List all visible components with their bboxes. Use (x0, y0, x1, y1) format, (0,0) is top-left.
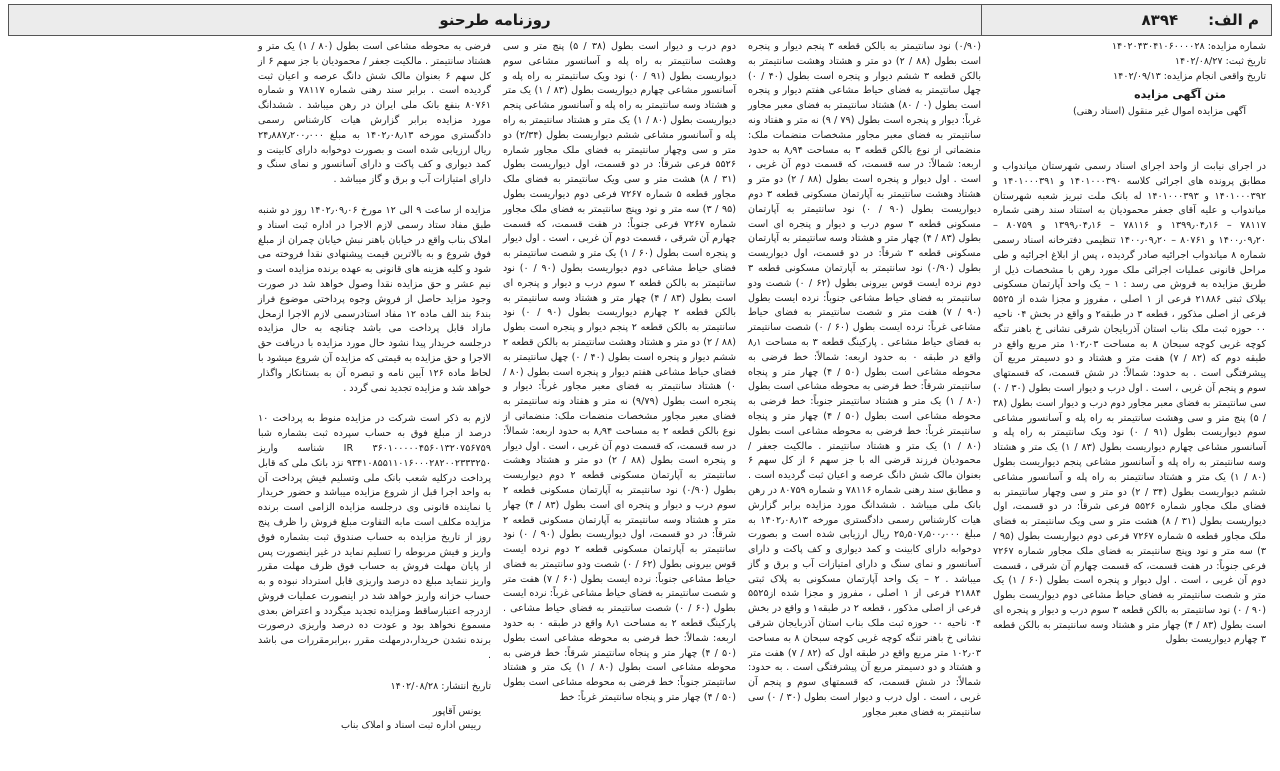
signatory-name: یونس آقاپور (432, 705, 481, 717)
notice-title: متن آگهی مزایده (1134, 88, 1226, 102)
registration-date: تاریخ ثبت: ۱۴۰۲/۰۸/۲۷ (1174, 55, 1266, 67)
column-4 (252, 40, 497, 762)
auction-terms-paragraph: مزایده از ساعت ۹ الی ۱۲ مورخ ۱۴۰۲٫۰۹٫۰۶ روز دو شنبه طبق مفاد ستاد رسمی لازم الاجرا در اداره ثبت اسناد و املاک بناب واقع در خیابان باهنر نبش خیابان چمران از مبلغ فوق شروع و به بالاترین قیمت پیشنهادی نقدا فروخته می شود و کلیه هزینه های قانونی به عهده برنده مزایده است و نیم عشر و حق مزایده نقدا وصول خواهد شد در صورت وجود مزاید حاصل از فروش وجوه پرداختی موضوع فراز بند۶ بند الف ماده ۱۲ مفاد استادرسمی لازم الاجرا ازمحل مازاد قابل پرداخت می باشد چنانچه به حال مزایده درجلسه خریدار پیدا نشود حال مورد مزایده با دریافت حق الاجرا و حق مزایده به قیمتی که مزایده آن شروع میشود با لحاظ ماده ۱۲۶ آیین نامه و تبصره آن به بستانکار واگذار خواهد شد و مزایده تجدید نمی گردد . (258, 204, 491, 394)
column-1 (987, 40, 1272, 762)
notice-subtitle: آگهی مزایده اموال غیر منقول (اسناد رهنی) (1072, 106, 1246, 118)
deposit-terms-paragraph: لازم به ذکر است شرکت در مزایده منوط به پرداخت ۱۰ درصد از مبلغ فوق به حساب سپرده ثبت بشماره شبا ۳۶۰۱۰۰۰۰۰۴۵۶۰۱۳۲۰۷۵۶۷۵۹ IR شناسه واریز ۹۳۴۱۰۸۵۵۱۱۰۱۶۰۰۰۲۸۲۰۰۲۳۳۳۲۵۰ نزد بانک ملی که قابل پرداخت درکلیه شعب بانک ملی وتسلیم فیش پرداخت آن به واحد اجرا قبل از شروع مزایده میباشد و حضور خریدار یا نماینده قانونی وی درجلسه مزایده الزامی است برنده مزایده مکلف است مابه التفاوت مبلغ فروش را ظرف پنج روز از تاریخ مزایده به حساب صندوق ثبت بشماره فوق واریز و فیش مربوطه را تسلیم نماید در غیر اینصورت پس از پایان مهلت فروش به حساب فوق ظرف مهلت مقرر واریز ننماید مبلغ ده درصد واریزی قابل استرداد نبوده و به حساب خزانه واریز خواهد شد در اینصورت عملیات فروش ازدرجه اعتبارساقط ومزایده تجدید میگردد و اعتراض بعدی مسموع نخواهد بود و عودت ده درصد واریزی درصورت برنده نشدن خریدار،درمهلت مقرر ،برابرمقررات می باشد . (258, 413, 491, 662)
paragraph-gap (258, 396, 491, 412)
auction-meta (993, 40, 1266, 120)
signature-block (258, 705, 491, 735)
notice-code (981, 5, 1271, 35)
paragraph-gap (258, 664, 491, 680)
auction-number: شماره مزایده: ۱۴۰۲۰۴۳۰۴۱۰۶۰۰۰۰۲۸ (1111, 41, 1266, 52)
body-paragraph-3: دوم درب و دیوار است بطول (۳۸ / ۵) پنج متر و سی وهشت سانتیمتر به راه پله و آسانسور مشاعی سوم دیواریست بطول (۹۱ / ۰) نود ویک سانتیمتر به راه پله و آسانسور مشاعی چهارم دیواریست بطول (۸۳ / ۱) یک متر و هشتاد وسه سانتیمتر به راه پله و آسانسور مشاعی پنجم دیواریست بطول (۸۰ / ۱) یک متر و هشتاد سانتیمتر به راه پله و آسانسور مشاعی ششم دیواریست بطول (۲/۳۴) دو متر و سی وچهار سانتیمتر به فضای ملک مجاور شماره ۵۵۲۶ فرعی شرقاً: در دو قسمت، اول دیواریست بطول (۳۱ / ۸) هشت متر و سی ویک سانتیمتر به فضای ملک مجاور قطعه ۵ شماره ۷۲۶۷ فرعی دوم دیواریست بطول (۹۵ / ۳) سه متر و نود وپنج سانتیمتر به فضای ملک مجاور شماره ۷۲۶۷ فرعی جنوباً: در هفت قسمت، که قسمت چهارم آن شرقی ، قسمت دوم آن غربی ، است . اول دیوار و پنجره است بطول (۶۰ / ۱) یک متر و شصت سانتیمتر به فضای حیاط مشاعی دوم دیواریست بطول (۹۰ / ۰) نود سانتیمتر به بالکن قطعه ۲ سوم درب و دیوار و پنجره ای است بطول (۸۳ / ۴) چهار متر و هشتاد وسه سانتیمتر به بالکن قطعه ۲ چهارم دیواریست بطول (۹۰ / ۰) نود سانتیمتر به بالکن قطعه ۲ پنجم دیوار و پنجره است بطول (۸۸ / ۲) دو متر و هشتاد وهشت سانتیمتر به بالکن قطعه ۲ ششم دیوار و پنجره است بطول (۴۰ / ۰) چهل سانتیمتر به فضای حیاط مشاعی هفتم دیوار و پنجره است بطول (۸۰ / ۰) هشتاد سانتیمتر به فضای معبر مجاور غرباً: دیوار و پنجره است بطول (۹/۷۹) نه متر و هفتاد ونه سانتیمتر به فضای معبر مجاور مشخصات منضمات ملک: منضماتی از نوع بالکن قطعه ۲ به مساحت ۸٫۹۴ به حدود اربعه: شمالاً: در سه قسمت، که قسمت دوم آن غربی ، است . اول دیوار و پنجره است بطول (۸۸ / ۲) دو متر و هشتاد وهشت سانتیمتر به آپارتمان مسکونی قطعه ۲ دوم دیواریست بطول (۰/۹۰) نود سانتیمتر به آپارتمان مسکونی قطعه ۲ سوم درب و دیوار و پنجره ای است بطول (۸۳ / ۴) چهار متر و هشتاد وسه سانتیمتر به آپارتمان مسکونی قطعه ۲ شرقاً: در دو قسمت، اول دیواریست بطول (۹۰ / ۰) نود سانتیمتر به آپارتمان مسکونی قطعه ۲ دوم نرده ایست قوس بیرونی بطول (۶۲ / ۰) شصت ودو سانتیمتر به فضای حیاط مشاعی جنوباً: نرده ایست بطول (۶۰ / ۷) هفت متر و شصت سانتیمتر به فضای حیاط مشاعی غرباً: نرده ایست بطول (۶۰ / ۰) شصت سانتیمتر به فضای حیاط مشاعی . پارکینگ قطعه ۲ به مساحت ۸٫۱ واقع در طبقه ۰ به حدود اربعه: شمالاً: خط فرضی به محوطه مشاعی است بطول (۵۰ / ۴) چهار متر و پنجاه سانتیمتر شرقاً: خط فرضی به محوطه مشاعی است بطول (۸۰ / ۱) یک متر و هشتاد سانتیمتر جنوباً: خط فرضی به محوطه مشاعی است بطول (۵۰ / ۴) چهار متر و پنجاه سانتیمتر غرباً: خط (503, 41, 737, 704)
body-paragraph-2: (۰/۹۰) نود سانتیمتر به بالکن قطعه ۳ پنجم دیوار و پنجره است بطول (۸۸ / ۲) دو متر و هشتاد وهشت سانتیمتر به بالکن قطعه ۳ ششم دیوار و پنجره است بطول (۴۰ / ۰) چهل سانتیمتر به فضای حیاط مشاعی هفتم دیوار و پنجره است بطول (۰ / ۸۰) هشتاد سانتیمتر به فضای معبر مجاور غرباً: دیوار و پنجره است بطول (۷۹ / ۹) نه متر و هفتاد ونه سانتیمتر به فضای معبر مجاور مشخصات منضمات ملک: منضماتی از نوع بالکن قطعه ۳ به مساحت ۸٫۹۴ به حدود اربعه: شمالاً: در سه قسمت، که قسمت دوم آن غربی ، است . اول دیوار و پنجره است بطول (۸۸ / ۲) دو متر و هشتاد وهشت سانتیمتر به آپارتمان مسکونی قطعه ۳ دوم دیواریست بطول (۹۰ / ۰) نود سانتیمتر به آپارتمان مسکونی قطعه ۳ سوم درب و دیوار و پنجره ای است بطول (۸۳ / ۴) چهار متر و هشتاد وسه سانتیمتر به آپارتمان مسکونی قطعه ۳ شرقاً: در دو قسمت، اول دیواریست بطول (۰/۹۰) نود سانتیمتر به آپارتمان مسکونی قطعه ۳ دوم نرده ایست قوس بیرونی بطول (۶۲ / ۰) شصت ودو سانتیمتر به فضای حیاط مشاعی جنوباً: نرده ایست بطول (۹۰ / ۷) هفت متر و شصت سانتیمتر به فضای حیاط مشاعی غرباً: نرده ایست بطول (۶۰ / ۰) شصت سانتیمتر به فضای حیاط مشاعی . پارکینگ قطعه ۳ به مساحت ۸٫۱ واقع در طبقه ۰ به حدود اربعه: شمالاً: خط فرضی به محوطه مشاعی است بطول (۵۰ / ۴) چهار متر و پنجاه سانتیمتر شرقاً: خط فرضی به محوطه مشاعی است بطول (۸۰ / ۱) یک متر و هشتاد سانتیمتر جنوباً: خط فرضی به محوطه مشاعی است بطول (۵۰ / ۴) چهار متر و پنجاه سانتیمتر غرباً: خط فرضی به محوطه مشاعی است بطول (۸۰ / ۱) یک متر و هشتاد سانتیمتر . مالکیت جعفر / محمودیان فرزند قرضی اله با جز سهم ۶ از کل سهم ۶ بعنوان مالک شش دانگ عرصه و اعیان ثبت گردیده است . و مطابق سند رهنی شماره ۷۸۱۱۶ و شماره ۸۰۷۵۹ در رهن بانک ملی میباشد . ششدانگ مورد مزایده برابر گزارش هیات کارشناس رسمی دادگستری مورخه ۱۴۰۲٫۰۸٫۱۳ به مبلغ ۲۵٫۵۰۷٫۵۰۰٫۰۰۰ ریال ارزیابی شده است و بصورت دوخوابه دارای کابینت و کمد دیواری و کف پاکت و دارای آسانسور و نمای سنگ و دارای امتیازات آب و برق و گاز میباشد . ۲ – یک واحد آپارتمان مسکونی به پلاک ثبتی ۲۱۸۸۴ فرعی از ۱ اصلی ، مفروز و مجزا شده از۵۵۲۵ فرعی از اصلی مذکور ، قطعه ۲ در طبقه۱ و واقع در بخش ۰۴ ناحیه ۰۰ حوزه ثبت ملک بناب استان آذربایجان شرقی نشانی خ باهنر تنگه کوچه غربی کوچه سبحان ۸ به مساحت ۱۰۲٫۰۳ متر مربع واقع در طبقه اول که (۸۲ / ۷) هفت متر و هشتاد و دو دسیمتر مربع آن پیشرفتگی است . به حدود: شمالاً: در شش قسمت، که قسمتهای سوم و پنجم آن غربی ، است . اول درب و دیوار است بطول (۳۰ / ۰) سی سانتیمتر به فضای معبر مجاور (748, 41, 982, 718)
signatory-title: رییس اداره ثبت اسناد و املاک بناب (340, 720, 481, 732)
column-3 (497, 40, 742, 762)
body-paragraph-1: در اجرای نیابت از واحد اجرای اسناد رسمی شهرستان میاندواب و مطابق پرونده های اجرائی کلاسه ۱۴۰۱۰۰۰۳۹۰ و ۱۴۰۱۰۰۰۳۹۱ و ۱۴۰۱۰۰۰۳۹۲ و ۱۴۰۱۰۰۰۳۹۳ له بانک ملت تبریز شعبه شهرستان میاندواب و علیه آقای جعفر محمودیان به استناد سند رهنی شماره ۷۸۱۱۷ – ۱۳۹۹٫۰۴٫۱۶ و ۷۸۱۱۶ – ۱۳۹۹٫۰۴٫۱۶ و ۸۰۷۵۹ – ۱۴۰۰٫۰۹٫۲۰ و ۸۰۷۶۱ – ۱۴۰۰٫۰۹٫۲۰ تنظیمی دفترخانه اسناد رسمی شماره ۸ میاندواب اجرائیه صادر گردیده ، پس از ابلاغ اجرائیه و طی مراحل قانونی عملیات اجرائی ملک مورد رهن با مشخصات ذیل از طریق مزایده به فروش می رسد : ۱ – یک واحد آپارتمان مسکونی بپلاک ثبتی ۲۱۸۸۶ فرعی از ۱ اصلی ، مفروز و مجزا شده از ۵۵۲۵ فرعی از اصلی مذکور ، قطعه ۳ در طبقه۲ و واقع در بخش ۰۴ ناحیه ۰۰ حوزه ثبت ملک بناب استان آذربایجان شرقی نشانی خ باهنر تنگه کوچه غربی کوچه سبحان ۸ به مساحت ۱۰۲٫۰۳ متر مربع واقع در طبقه دوم که (۸۲ / ۷) هفت متر و هشتاد و دو دسیمتر مربع آن پیشرفتگی است . به حدود: شمالاً: در شش قسمت، که قسمتهای سوم و پنجم آن غربی ، است . اول درب و دیوار است بطول (۳۰ / ۰) سی سانتیمتر به فضای معبر مجاور دوم درب و دیوار است بطول (۳۸ / ۵) پنج متر و سی وهشت سانتیمتر به راه پله و آسانسور مشاعی سوم دیواریست بطول (۹۱ / ۰) نود ویک سانتیمتر به راه پله و آسانسور مشاعی چهارم دیواریست بطول (۸۳ / ۱) یک متر و هشتاد وسه سانتیمتر به راه پله و آسانسور مشاعی پنجم دیواریست بطول (۸۰ / ۱) یک متر و هشتاد سانتیمتر به راه پله و آسانسور مشاعی ششم دیواریست بطول (۳۴ / ۲) دو متر و سی وچهار سانتیمتر به فضای ملک مجاور شماره ۵۵۲۶ فرعی شرقاً: در دو قسمت، اول دیواریست بطول (۳۱ / ۸) هشت متر و سی ویک سانتیمتر به فضای ملک مجاور قطعه ۵ شماره ۷۲۶۷ فرعی دوم دیواریست بطول (۹۵ / ۳) سه متر و نود وپنج سانتیمتر به فضای ملک مجاور شماره ۷۲۶۷ فرعی جنوباً: در هفت قسمت، که قسمت چهارم آن شرقی ، قسمت دوم آن غربی ، است . اول دیوار و پنجره است بطول (۶۰ / ۱) یک متر و شصت سانتیمتر به فضای حیاط مشاعی دوم دیواریست بطول (۹۰ / ۰) نود سانتیمتر به بالکن قطعه ۳ سوم درب و دیوار و پنجره ای است بطول (۸۳ / ۴) چهار متر و هشتاد وسه سانتیمتر به بالکن قطعه ۳ چهارم دیواریست بطول (993, 160, 1267, 646)
publication-date: تاریخ انتشار: ۱۴۰۲/۰۸/۲۸ (390, 680, 491, 692)
notice-code-label: م الف: (1208, 11, 1259, 29)
notice-columns (8, 40, 1272, 762)
newspaper-page (8, 4, 1272, 763)
body-paragraph-4: فرضی به محوطه مشاعی است بطول (۸۰ / ۱) یک متر و هشتاد سانتیمتر . مالکیت جعفر / محمودیان با جز سهم ۶ از کل سهم ۶ بعنوان مالک شش دانگ عرصه و اعیان ثبت گردیده است . برابر سند رهنی شماره ۷۸۱۱۷ و شماره ۸۰۷۶۱ بنفع بانک ملی ایران در رهن میباشد . ششدانگ مورد مزایده برابر گزارش هیات کارشناس رسمی دادگستری مورخه ۱۴۰۲٫۰۸٫۱۳ به مبلغ ۲۴٫۸۸۷٫۲۰۰٫۰۰۰ ریال ارزیابی شده است و بصورت دوخوابه دارای کابینت و کمد دیواری و کف پاکت و دارای آسانسور و نمای سنگ و دارای امتیازات آب و برق و گاز میباشد . (258, 41, 492, 186)
execution-date: تاریخ واقعی انجام مزایده: ۱۴۰۲/۰۹/۱۳ (1113, 70, 1266, 82)
notice-code-value: ۸۳۹۴ (1141, 11, 1179, 29)
paragraph-gap (258, 188, 491, 204)
column-5-empty (8, 40, 252, 762)
page-header (8, 4, 1272, 36)
newspaper-name: روزنامه طرحنو (439, 11, 551, 29)
column-2 (742, 40, 987, 762)
